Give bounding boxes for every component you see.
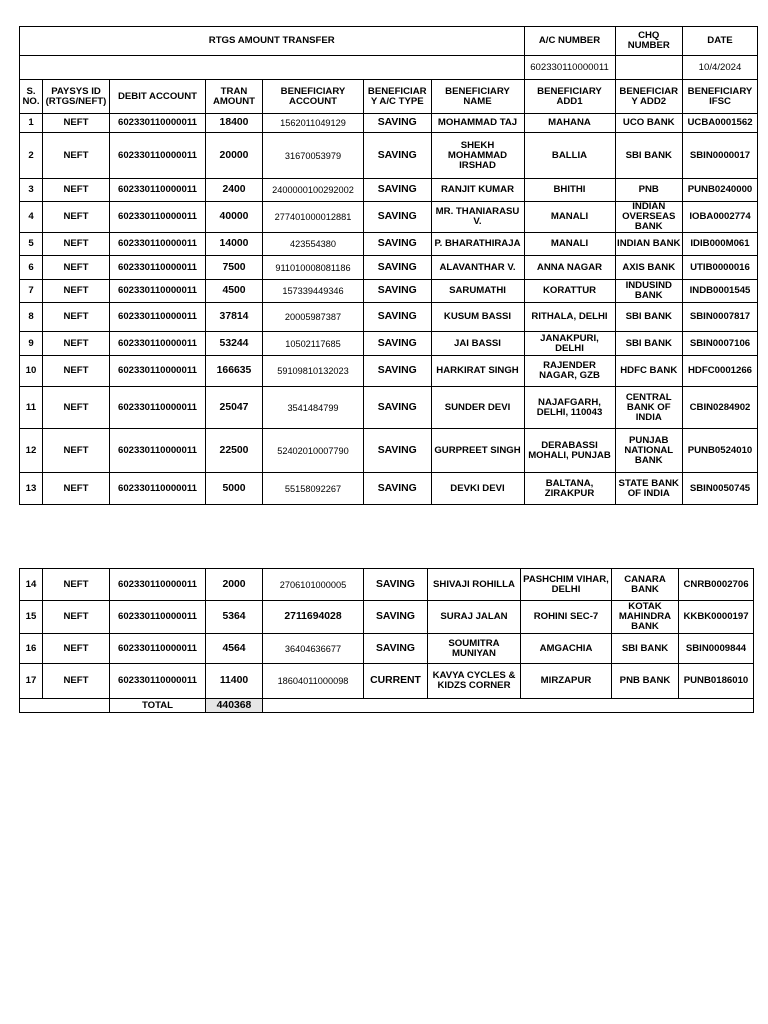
ac-type-cell: SAVING bbox=[364, 179, 432, 202]
sno-cell: 2 bbox=[20, 133, 43, 179]
sno-cell: 4 bbox=[20, 202, 43, 233]
rtgs-transfer-table-page1 bbox=[19, 26, 758, 505]
beneficiary-ifsc-cell: SBIN0000017 bbox=[683, 133, 758, 179]
beneficiary-account-cell: 2711694028 bbox=[263, 601, 364, 634]
ac-type-cell: SAVING bbox=[364, 387, 432, 429]
beneficiary-add1-cell: ANNA NAGAR bbox=[524, 256, 615, 280]
paysys-cell: NEFT bbox=[43, 569, 110, 601]
beneficiary-account-cell: 157339449346 bbox=[263, 280, 364, 303]
beneficiary-name-cell: SUNDER DEVI bbox=[431, 387, 524, 429]
beneficiary-account-cell: 36404636677 bbox=[263, 634, 364, 664]
beneficiary-add1-cell: BALLIA bbox=[524, 133, 615, 179]
beneficiary-account-cell: 2706101000005 bbox=[263, 569, 364, 601]
ac-type-cell: SAVING bbox=[364, 202, 432, 233]
beneficiary-ifsc-cell: SBIN0050745 bbox=[683, 473, 758, 505]
beneficiary-name-cell: SHEKH MOHAMMAD IRSHAD bbox=[431, 133, 524, 179]
ac-type-cell: SAVING bbox=[364, 133, 432, 179]
col-header-ac-type: BENEFICIARY A/C TYPE bbox=[364, 80, 432, 114]
beneficiary-add1-cell: BHITHI bbox=[524, 179, 615, 202]
beneficiary-name-cell: SARUMATHI bbox=[431, 280, 524, 303]
total-amount: 440368 bbox=[206, 699, 263, 713]
ac-type-cell: CURRENT bbox=[364, 664, 428, 699]
beneficiary-add2-cell: INDUSIND BANK bbox=[615, 280, 683, 303]
beneficiary-account-cell: 911010008081186 bbox=[263, 256, 364, 280]
tran-amount-cell: 22500 bbox=[206, 429, 263, 473]
tran-amount-cell: 166635 bbox=[206, 356, 263, 387]
debit-account-cell: 602330110000011 bbox=[110, 202, 206, 233]
rtgs-transfer-table-page2 bbox=[19, 568, 754, 713]
table-row bbox=[20, 114, 758, 133]
beneficiary-add1-cell: NAJAFGARH, DELHI, 110043 bbox=[524, 387, 615, 429]
sno-cell: 7 bbox=[20, 280, 43, 303]
beneficiary-add2-cell: PNB bbox=[615, 179, 683, 202]
beneficiary-add2-cell: CENTRAL BANK OF INDIA bbox=[615, 387, 683, 429]
ac-type-cell: SAVING bbox=[364, 280, 432, 303]
col-header-paysys: PAYSYS ID (RTGS/NEFT) bbox=[43, 80, 110, 114]
beneficiary-name-cell: RANJIT KUMAR bbox=[431, 179, 524, 202]
debit-account-cell: 602330110000011 bbox=[110, 256, 206, 280]
beneficiary-account-cell: 55158092267 bbox=[263, 473, 364, 505]
beneficiary-add1-cell: MAHANA bbox=[524, 114, 615, 133]
ac-type-cell: SAVING bbox=[364, 233, 432, 256]
paysys-cell: NEFT bbox=[43, 601, 110, 634]
sno-cell: 3 bbox=[20, 179, 43, 202]
beneficiary-add1-cell: RITHALA, DELHI bbox=[524, 303, 615, 332]
col-header-beneficiary-account: BENEFICIARY ACCOUNT bbox=[263, 80, 364, 114]
ac-type-cell: SAVING bbox=[364, 114, 432, 133]
beneficiary-add2-cell: SBI BANK bbox=[615, 303, 683, 332]
header-values-row bbox=[20, 56, 758, 80]
debit-account-cell: 602330110000011 bbox=[110, 133, 206, 179]
col-header-tran-amount: TRAN AMOUNT bbox=[206, 80, 263, 114]
tran-amount-cell: 40000 bbox=[206, 202, 263, 233]
sno-cell: 10 bbox=[20, 356, 43, 387]
beneficiary-account-cell: 277401000012881 bbox=[263, 202, 364, 233]
beneficiary-add2-cell: INDIAN BANK bbox=[615, 233, 683, 256]
table-row bbox=[20, 280, 758, 303]
beneficiary-name-cell: KAVYA CYCLES & KIDZS CORNER bbox=[428, 664, 521, 699]
beneficiary-name-cell: SHIVAJI ROHILLA bbox=[428, 569, 521, 601]
beneficiary-name-cell: P. BHARATHIRAJA bbox=[431, 233, 524, 256]
beneficiary-ifsc-cell: INDB0001545 bbox=[683, 280, 758, 303]
paysys-cell: NEFT bbox=[43, 133, 110, 179]
paysys-cell: NEFT bbox=[43, 114, 110, 133]
paysys-cell: NEFT bbox=[43, 332, 110, 356]
date-label: DATE bbox=[683, 27, 758, 56]
beneficiary-ifsc-cell: UCBA0001562 bbox=[683, 114, 758, 133]
col-header-add1: BENEFICIARY ADD1 bbox=[524, 80, 615, 114]
beneficiary-account-cell: 10502117685 bbox=[263, 332, 364, 356]
beneficiary-add2-cell: SBI BANK bbox=[612, 634, 679, 664]
debit-account-cell: 602330110000011 bbox=[110, 114, 206, 133]
beneficiary-account-cell: 52402010007790 bbox=[263, 429, 364, 473]
tran-amount-cell: 4500 bbox=[206, 280, 263, 303]
sno-cell: 16 bbox=[20, 634, 43, 664]
beneficiary-add2-cell: SBI BANK bbox=[615, 332, 683, 356]
tran-amount-cell: 2000 bbox=[206, 569, 263, 601]
beneficiary-name-cell: SOUMITRA MUNIYAN bbox=[428, 634, 521, 664]
ac-type-cell: SAVING bbox=[364, 473, 432, 505]
table-row bbox=[20, 473, 758, 505]
debit-account-cell: 602330110000011 bbox=[110, 233, 206, 256]
beneficiary-ifsc-cell: IDIB000M061 bbox=[683, 233, 758, 256]
tran-amount-cell: 2400 bbox=[206, 179, 263, 202]
beneficiary-add1-cell: DERABASSI MOHALI, PUNJAB bbox=[524, 429, 615, 473]
table-row bbox=[20, 601, 754, 634]
beneficiary-add1-cell: RAJENDER NAGAR, GZB bbox=[524, 356, 615, 387]
col-header-add2: BENEFICIARY ADD2 bbox=[615, 80, 683, 114]
ac-number-value: 602330110000011 bbox=[524, 56, 615, 80]
beneficiary-ifsc-cell: PUNB0186010 bbox=[679, 664, 754, 699]
debit-account-cell: 602330110000011 bbox=[110, 473, 206, 505]
paysys-cell: NEFT bbox=[43, 473, 110, 505]
ac-type-cell: SAVING bbox=[364, 634, 428, 664]
table-row bbox=[20, 256, 758, 280]
tran-amount-cell: 5000 bbox=[206, 473, 263, 505]
beneficiary-add2-cell: HDFC BANK bbox=[615, 356, 683, 387]
sno-cell: 12 bbox=[20, 429, 43, 473]
table-row bbox=[20, 303, 758, 332]
tran-amount-cell: 4564 bbox=[206, 634, 263, 664]
debit-account-cell: 602330110000011 bbox=[110, 601, 206, 634]
beneficiary-account-cell: 2400000100292002 bbox=[263, 179, 364, 202]
beneficiary-add2-cell: PNB BANK bbox=[612, 664, 679, 699]
debit-account-cell: 602330110000011 bbox=[110, 387, 206, 429]
tran-amount-cell: 37814 bbox=[206, 303, 263, 332]
chq-number-label: CHQ NUMBER bbox=[615, 27, 683, 56]
tran-amount-cell: 20000 bbox=[206, 133, 263, 179]
beneficiary-add1-cell: MANALI bbox=[524, 202, 615, 233]
beneficiary-ifsc-cell: SBIN0007817 bbox=[683, 303, 758, 332]
beneficiary-account-cell: 18604011000098 bbox=[263, 664, 364, 699]
beneficiary-add1-cell: MIRZAPUR bbox=[521, 664, 612, 699]
beneficiary-add2-cell: INDIAN OVERSEAS BANK bbox=[615, 202, 683, 233]
paysys-cell: NEFT bbox=[43, 280, 110, 303]
beneficiary-ifsc-cell: SBIN0009844 bbox=[679, 634, 754, 664]
beneficiary-add2-cell: KOTAK MAHINDRA BANK bbox=[612, 601, 679, 634]
debit-account-cell: 602330110000011 bbox=[110, 634, 206, 664]
beneficiary-ifsc-cell: PUNB0240000 bbox=[683, 179, 758, 202]
beneficiary-name-cell: DEVKI DEVI bbox=[431, 473, 524, 505]
sno-cell: 6 bbox=[20, 256, 43, 280]
total-blank-cell bbox=[20, 699, 110, 713]
beneficiary-add2-cell: SBI BANK bbox=[615, 133, 683, 179]
ac-type-cell: SAVING bbox=[364, 601, 428, 634]
table-row bbox=[20, 133, 758, 179]
beneficiary-add2-cell: UCO BANK bbox=[615, 114, 683, 133]
title-blank-cell bbox=[20, 56, 525, 80]
debit-account-cell: 602330110000011 bbox=[110, 429, 206, 473]
table-row bbox=[20, 387, 758, 429]
debit-account-cell: 602330110000011 bbox=[110, 332, 206, 356]
total-label: TOTAL bbox=[110, 699, 206, 713]
tran-amount-cell: 5364 bbox=[206, 601, 263, 634]
sno-cell: 5 bbox=[20, 233, 43, 256]
beneficiary-add1-cell: BALTANA, ZIRAKPUR bbox=[524, 473, 615, 505]
table-row bbox=[20, 356, 758, 387]
beneficiary-account-cell: 3541484799 bbox=[263, 387, 364, 429]
paysys-cell: NEFT bbox=[43, 256, 110, 280]
beneficiary-add1-cell: AMGACHIA bbox=[521, 634, 612, 664]
ac-type-cell: SAVING bbox=[364, 303, 432, 332]
paysys-cell: NEFT bbox=[43, 233, 110, 256]
chq-number-value bbox=[615, 56, 683, 80]
beneficiary-name-cell: KUSUM BASSI bbox=[431, 303, 524, 332]
tran-amount-cell: 7500 bbox=[206, 256, 263, 280]
ac-type-cell: SAVING bbox=[364, 356, 432, 387]
beneficiary-name-cell: MR. THANIARASU V. bbox=[431, 202, 524, 233]
sno-cell: 17 bbox=[20, 664, 43, 699]
ac-number-label: A/C NUMBER bbox=[524, 27, 615, 56]
beneficiary-add1-cell: ROHINI SEC-7 bbox=[521, 601, 612, 634]
col-header-sno: S. NO. bbox=[20, 80, 43, 114]
beneficiary-add1-cell: KORATTUR bbox=[524, 280, 615, 303]
table-row bbox=[20, 664, 754, 699]
beneficiary-name-cell: GURPREET SINGH bbox=[431, 429, 524, 473]
paysys-cell: NEFT bbox=[43, 179, 110, 202]
debit-account-cell: 602330110000011 bbox=[110, 569, 206, 601]
col-header-ifsc: BENEFICIARY IFSC bbox=[683, 80, 758, 114]
tran-amount-cell: 53244 bbox=[206, 332, 263, 356]
date-value: 10/4/2024 bbox=[683, 56, 758, 80]
table-row bbox=[20, 332, 758, 356]
beneficiary-name-cell: HARKIRAT SINGH bbox=[431, 356, 524, 387]
debit-account-cell: 602330110000011 bbox=[110, 280, 206, 303]
beneficiary-ifsc-cell: SBIN0007106 bbox=[683, 332, 758, 356]
beneficiary-name-cell: SURAJ JALAN bbox=[428, 601, 521, 634]
sno-cell: 8 bbox=[20, 303, 43, 332]
beneficiary-add2-cell: PUNJAB NATIONAL BANK bbox=[615, 429, 683, 473]
tran-amount-cell: 11400 bbox=[206, 664, 263, 699]
col-header-beneficiary-name: BENEFICIARY NAME bbox=[431, 80, 524, 114]
beneficiary-ifsc-cell: CNRB0002706 bbox=[679, 569, 754, 601]
sno-cell: 1 bbox=[20, 114, 43, 133]
total-row bbox=[20, 699, 754, 713]
beneficiary-name-cell: ALAVANTHAR V. bbox=[431, 256, 524, 280]
paysys-cell: NEFT bbox=[43, 303, 110, 332]
beneficiary-name-cell: JAI BASSI bbox=[431, 332, 524, 356]
tran-amount-cell: 25047 bbox=[206, 387, 263, 429]
sno-cell: 13 bbox=[20, 473, 43, 505]
table-row bbox=[20, 233, 758, 256]
beneficiary-account-cell: 423554380 bbox=[263, 233, 364, 256]
sno-cell: 15 bbox=[20, 601, 43, 634]
sno-cell: 11 bbox=[20, 387, 43, 429]
beneficiary-ifsc-cell: KKBK0000197 bbox=[679, 601, 754, 634]
tran-amount-cell: 14000 bbox=[206, 233, 263, 256]
beneficiary-ifsc-cell: HDFC0001266 bbox=[683, 356, 758, 387]
table-row bbox=[20, 202, 758, 233]
beneficiary-account-cell: 59109810132023 bbox=[263, 356, 364, 387]
sno-cell: 9 bbox=[20, 332, 43, 356]
ac-type-cell: SAVING bbox=[364, 332, 432, 356]
paysys-cell: NEFT bbox=[43, 634, 110, 664]
beneficiary-add2-cell: AXIS BANK bbox=[615, 256, 683, 280]
beneficiary-account-cell: 31670053979 bbox=[263, 133, 364, 179]
debit-account-cell: 602330110000011 bbox=[110, 356, 206, 387]
paysys-cell: NEFT bbox=[43, 664, 110, 699]
beneficiary-add1-cell: JANAKPURI, DELHI bbox=[524, 332, 615, 356]
debit-account-cell: 602330110000011 bbox=[110, 303, 206, 332]
beneficiary-add2-cell: CANARA BANK bbox=[612, 569, 679, 601]
sheet-title: RTGS AMOUNT TRANSFER bbox=[20, 27, 525, 56]
beneficiary-ifsc-cell: CBIN0284902 bbox=[683, 387, 758, 429]
beneficiary-add1-cell: MANALI bbox=[524, 233, 615, 256]
beneficiary-ifsc-cell: PUNB0524010 bbox=[683, 429, 758, 473]
paysys-cell: NEFT bbox=[43, 387, 110, 429]
beneficiary-ifsc-cell: IOBA0002774 bbox=[683, 202, 758, 233]
beneficiary-add1-cell: PASHCHIM VIHAR, DELHI bbox=[521, 569, 612, 601]
total-trailing-cell bbox=[263, 699, 754, 713]
tran-amount-cell: 18400 bbox=[206, 114, 263, 133]
ac-type-cell: SAVING bbox=[364, 429, 432, 473]
col-header-debit-account: DEBIT ACCOUNT bbox=[110, 80, 206, 114]
ac-type-cell: SAVING bbox=[364, 569, 428, 601]
debit-account-cell: 602330110000011 bbox=[110, 179, 206, 202]
beneficiary-account-cell: 1562011049129 bbox=[263, 114, 364, 133]
sno-cell: 14 bbox=[20, 569, 43, 601]
beneficiary-add2-cell: STATE BANK OF INDIA bbox=[615, 473, 683, 505]
ac-type-cell: SAVING bbox=[364, 256, 432, 280]
table-row bbox=[20, 569, 754, 601]
paysys-cell: NEFT bbox=[43, 202, 110, 233]
table-row bbox=[20, 429, 758, 473]
beneficiary-ifsc-cell: UTIB0000016 bbox=[683, 256, 758, 280]
paysys-cell: NEFT bbox=[43, 356, 110, 387]
beneficiary-account-cell: 20005987387 bbox=[263, 303, 364, 332]
column-header-row bbox=[20, 80, 758, 114]
debit-account-cell: 602330110000011 bbox=[110, 664, 206, 699]
beneficiary-name-cell: MOHAMMAD TAJ bbox=[431, 114, 524, 133]
title-row bbox=[20, 27, 758, 56]
table-row bbox=[20, 179, 758, 202]
paysys-cell: NEFT bbox=[43, 429, 110, 473]
table-row bbox=[20, 634, 754, 664]
